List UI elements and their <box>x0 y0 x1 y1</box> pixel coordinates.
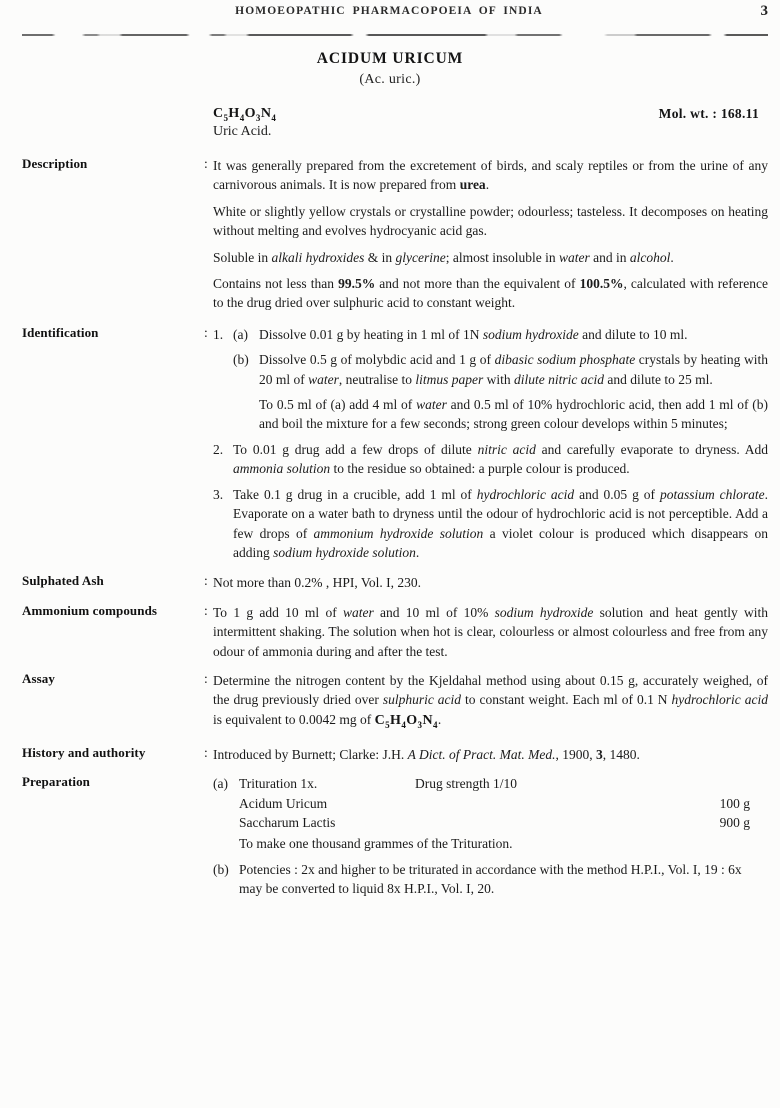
colon-ammonium-compounds: : <box>204 602 208 618</box>
text-italic: hydrochloric acid <box>476 486 575 502</box>
description-paragraph-1 <box>213 156 768 195</box>
preparation-name: Saccharum Lactis <box>239 815 336 831</box>
list-marker: 3. <box>213 486 224 502</box>
entry-body-ammonium-compounds <box>213 603 768 661</box>
text-run: is equivalent to 0.0042 mg of <box>213 711 375 727</box>
text-run: , neutralise to <box>338 371 416 387</box>
entry-body-assay <box>213 671 768 735</box>
description-paragraph-3 <box>213 248 768 267</box>
text-italic: litmus paper <box>415 371 484 387</box>
preparation-table <box>239 774 768 832</box>
text-italic: hydrochloric acid <box>671 692 768 708</box>
entry-label-assay: Assay <box>22 670 56 686</box>
text-run: to constant weight. Each ml of 0.1 N <box>461 692 672 708</box>
running-head <box>22 5 768 23</box>
table-row <box>239 813 768 832</box>
entry-body-identification <box>213 325 768 562</box>
text-run: and not more than the equivalent of <box>375 276 580 292</box>
colon-history: : <box>204 744 208 760</box>
text-italic: water <box>308 371 339 387</box>
identification-item-3 <box>213 485 768 563</box>
preparation-qty: 900 g <box>719 815 750 831</box>
text-run: and 0.5 ml of 10% hydrochloric acid, then add 1 ml of (b) and boil the mixture for a few seconds; strong green colour develops within 5 minutes; <box>259 397 769 432</box>
assay-text <box>213 671 768 735</box>
preparation-item-b <box>213 860 768 899</box>
text-italic: water <box>559 249 590 265</box>
text-italic: glycerine <box>395 249 446 265</box>
molecular-weight: Mol. wt. : 168.11 <box>658 106 759 121</box>
text-run: To 0.5 ml of (a) add 4 ml of <box>259 397 417 413</box>
text-italic: nitric acid <box>477 441 536 457</box>
text-italic: sodium hydroxide <box>482 326 579 342</box>
text-bold: 3 <box>595 746 603 762</box>
text-run: Determine the nitrogen content by the Kjeldahal method using about 0.15 g, accurately weighed, of the drug previously dried over <box>213 672 768 708</box>
text-run: Dissolve 0.01 g by heating in 1 ml of 1N <box>259 326 483 342</box>
text-run: , 1480. <box>602 746 640 762</box>
identification-item-1b <box>233 350 768 389</box>
preparation-strength <box>415 813 630 832</box>
text-italic: sodium hydroxide <box>494 604 594 620</box>
text-run: It was generally prepared from the excretement of birds, and scaly reptiles or from the urine of any carnivorous animals. It is now prepared from <box>213 158 768 193</box>
text-run: and dilute to 10 ml. <box>578 326 688 342</box>
text-run: Dissolve 0.5 g of molybdic acid and 1 g of <box>259 352 495 368</box>
text-run: solution and heat gently with intermittent shaking. The solution when hot is clear, colourless or almost colourless and free from any odour of ammonia during and after the test. <box>213 604 768 659</box>
text-run: and 0.05 g of <box>574 486 660 502</box>
preparation-strength <box>415 794 630 813</box>
identification-item-1 <box>213 325 768 434</box>
entry-assay <box>0 671 780 735</box>
entry-body-sulphated-ash <box>213 573 768 592</box>
identification-item-1c <box>233 395 768 434</box>
text-run: Soluble in <box>213 249 272 265</box>
assay-lower-limit: 99.5% <box>338 276 376 292</box>
assay-formula: $C_5H_4O_3N_4$ <box>374 712 438 730</box>
text-italic: water <box>342 604 374 620</box>
colon-assay: : <box>204 670 208 686</box>
description-paragraph-4 <box>213 274 768 313</box>
list-marker: (b) <box>213 861 229 877</box>
text-italic: ammonia solution <box>233 461 331 477</box>
text-run: , 1900, <box>555 746 596 762</box>
entry-body-history <box>213 745 768 764</box>
entry-body-description <box>213 156 768 313</box>
entry-label-preparation: Preparation <box>22 774 91 790</box>
text-run: . <box>437 711 442 727</box>
entry-label-description: Description <box>22 156 88 171</box>
list-marker: (b) <box>233 352 249 368</box>
text-run: a violet colour is produced which disappears on adding <box>233 525 769 560</box>
text-italic: alcohol <box>629 249 671 265</box>
text-italic: sodium hydroxide solution <box>273 544 416 560</box>
entry-label-sulphated-ash: Sulphated Ash <box>22 573 104 589</box>
text-italic: alkali hydroxides <box>271 249 365 265</box>
text-run: To 0.01 g drug add a few drops of dilute <box>233 441 478 457</box>
entry-identification <box>0 325 780 562</box>
preparation-strength: Drug strength 1/10 <box>415 776 517 792</box>
entry-label-ammonium-compounds: Ammonium compounds <box>22 602 158 618</box>
text-run: to the residue so obtained: a purple colour is produced. <box>330 461 630 477</box>
text-run: ; almost insoluble in <box>445 249 559 265</box>
text-italic: A Dict. of Pract. Mat. Med. <box>407 746 556 762</box>
header-divider <box>22 34 768 36</box>
entry-body-preparation <box>213 774 768 898</box>
monograph-title: ACIDUM URICUM <box>316 50 464 67</box>
preparation-item-a <box>213 774 768 853</box>
entry-label-history: History and authority <box>22 744 146 760</box>
colon-sulphated-ash: : <box>204 573 208 589</box>
text-run: and carefully evaporate to dryness. Add <box>535 441 768 457</box>
identification-item-1a <box>233 325 768 344</box>
ammonium-compounds-text <box>213 603 768 661</box>
description-paragraph-2: White or slightly yellow crystals or crystalline powder; odourless; tasteless. It decomposes on heating without melting and evolves hydrocyanic acid gas. <box>213 203 768 239</box>
formula-row <box>213 106 768 140</box>
list-marker: 1. <box>213 326 224 342</box>
text-run: Introduced by Burnett; Clarke: J.H. <box>213 746 408 762</box>
identification-list <box>213 325 768 562</box>
entry-description <box>0 156 780 313</box>
running-head-title: HOMOEOPATHIC PHARMACOPOEIA OF INDIA <box>235 5 543 17</box>
text-run: crystals by heating with 20 ml of <box>259 352 769 387</box>
preparation-qty: 100 g <box>719 795 750 811</box>
preparation-qty <box>630 774 768 793</box>
preparation-name: Trituration 1x. <box>239 776 318 792</box>
preparation-potencies-text: Potencies : 2x and higher to be triturated in accordance with the method H.P.I., Vol. I, 19 : 6x may be converted to liquid 8x H.P.I., Vol. I, 20. <box>239 861 742 897</box>
list-marker: 2. <box>213 441 224 457</box>
text-bold: urea <box>459 177 486 193</box>
text-italic: ammonium hydroxide solution <box>313 525 484 541</box>
table-row <box>239 774 768 793</box>
sulphated-ash-text: Not more than 0.2% , HPI, Vol. I, 230. <box>213 575 421 591</box>
assay-upper-limit: 100.5% <box>579 276 624 292</box>
table-row <box>239 794 768 813</box>
text-run: . Evaporate on a water bath to dryness until the odour of hydrochloric acid is not perceptible. Add a few drops of <box>233 486 768 541</box>
common-name: Uric Acid. <box>213 123 272 139</box>
entry-sulphated-ash <box>0 573 780 592</box>
text-run: . <box>415 544 420 560</box>
history-text <box>213 745 768 764</box>
text-run: Take 0.1 g drug in a crucible, add 1 ml of <box>233 486 477 502</box>
preparation-name: Acidum Uricum <box>239 795 328 811</box>
text-run: and 10 ml of 10% <box>373 604 495 620</box>
entry-history-and-authority <box>0 745 780 764</box>
monograph-title-block <box>0 50 780 88</box>
entry-ammonium-compounds <box>0 603 780 661</box>
monograph-abbreviation: (Ac. uric.) <box>359 72 421 87</box>
list-marker: (a) <box>213 776 228 792</box>
preparation-footnote: To make one thousand grammes of the Trituration. <box>239 835 513 851</box>
text-run: , calculated with reference to the drug dried over sulphuric acid to constant weight. <box>213 276 768 311</box>
text-run: To 1 g add 10 ml of <box>213 604 343 620</box>
text-run: with <box>483 371 515 387</box>
page-number: 3 <box>760 3 768 19</box>
colon-description: : <box>204 156 208 171</box>
preparation-table-body <box>239 774 768 832</box>
chemical-formula: $C_5H_4O_3N_4$ <box>213 106 277 123</box>
text-run: . <box>670 249 674 265</box>
identification-item-2 <box>213 440 768 479</box>
colon-identification: : <box>204 324 208 340</box>
text-italic: water <box>416 397 447 413</box>
list-marker: (a) <box>233 326 248 342</box>
text-italic: potassium chlorate <box>659 486 765 502</box>
preparation-list <box>213 774 768 898</box>
text-run: and dilute to 25 ml. <box>604 371 713 387</box>
text-run: & in <box>364 249 396 265</box>
text-run: . <box>485 177 490 193</box>
identification-sublist-1 <box>233 325 768 434</box>
entry-preparation <box>0 774 780 898</box>
text-run: and in <box>589 249 630 265</box>
text-italic: dilute nitric acid <box>514 371 605 387</box>
text-italic: dibasic sodium phosphate <box>494 352 636 368</box>
text-italic: sulphuric acid <box>382 692 462 708</box>
monograph-entries <box>0 156 780 908</box>
entry-label-identification: Identification <box>22 324 99 340</box>
text-run: Contains not less than <box>213 276 339 292</box>
